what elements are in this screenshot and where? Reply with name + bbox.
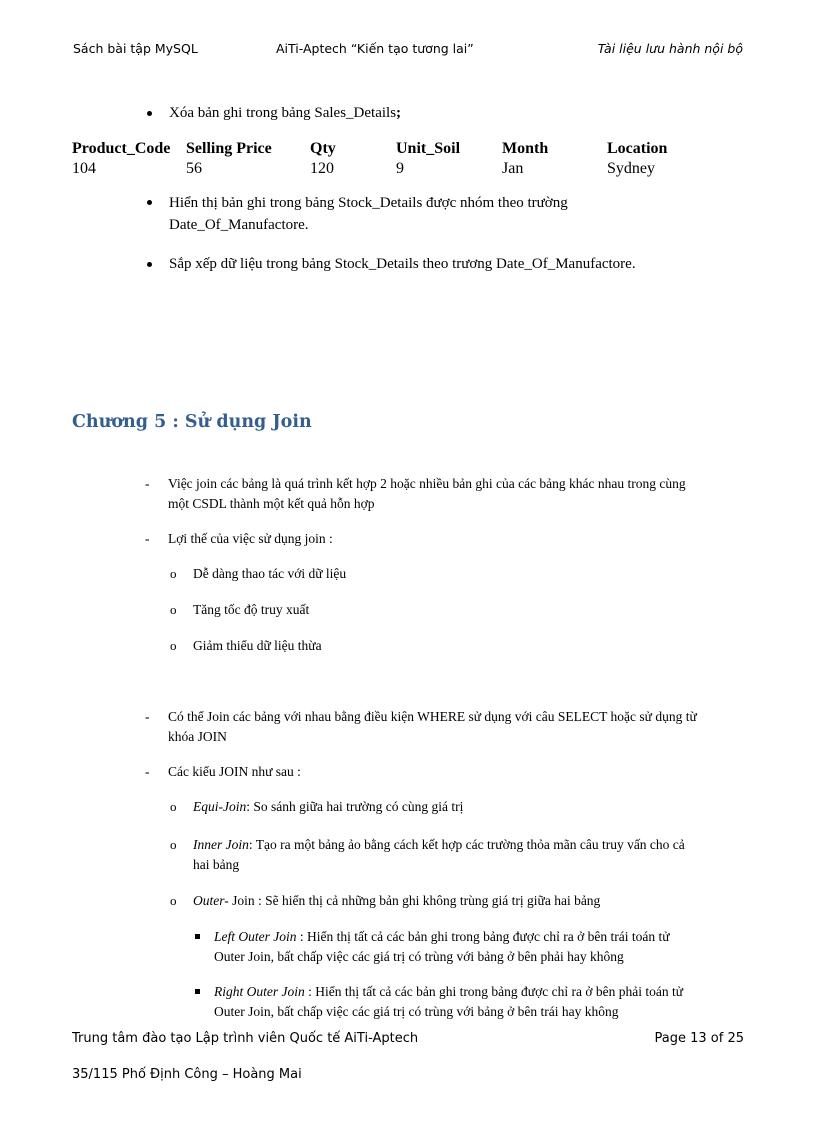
square-bullet [195, 989, 200, 994]
bullet-dot [147, 111, 152, 116]
advantage-item: Tăng tốc độ truy xuất [193, 602, 310, 617]
circle-marker: o [170, 837, 177, 852]
table-header-cell: Unit_Soil [396, 140, 461, 157]
join-type-inner: Inner Join: Tạo ra một bảng ảo bằng cách kết hợp các trường thỏa mãn câu truy vấn cho cả [193, 837, 685, 852]
table-header-cell: Month [502, 140, 549, 157]
table-header-cell: Location [607, 140, 668, 157]
bullet-sort-stock: Sắp xếp dữ liệu trong bảng Stock_Details theo trương Date_Of_Manufactore. [169, 256, 636, 272]
dash-marker: - [145, 476, 150, 491]
footer-page-number: Page 13 of 25 [654, 1031, 744, 1046]
para-join-where-cont: khóa JOIN [168, 729, 227, 744]
bullet-delete-sales: Xóa bản ghi trong bảng Sales_Details; [169, 105, 402, 121]
header-center: AiTi-Aptech “Kiến tạo tương lai” [276, 41, 474, 56]
circle-marker: o [170, 602, 177, 617]
join-type-left-outer-cont: Outer Join, bất chấp việc các giá trị có trùng với bảng ở bên phải hay không [214, 949, 624, 964]
bullet-group-stock-cont: Date_Of_Manufactore. [169, 217, 309, 233]
circle-marker: o [170, 893, 177, 908]
table-cell: 104 [72, 160, 96, 177]
header-left: Sách bài tập MySQL [73, 41, 198, 56]
table-header-cell: Qty [310, 140, 336, 157]
join-type-equi: Equi-Join: So sánh giữa hai trường có cùng giá trị [193, 799, 464, 814]
circle-marker: o [170, 799, 177, 814]
para-join-definition: Việc join các bảng là quá trình kết hợp 2 hoặc nhiều bản ghi của các bảng khác nhau trong cùng [168, 476, 686, 491]
table-cell: 9 [396, 160, 404, 177]
bullet-dot [147, 200, 152, 205]
join-type-right-outer-cont: Outer Join, bất chấp việc các giá trị có trùng với bảng ở bên trái hay không [214, 1004, 619, 1019]
advantage-item: Giảm thiểu dữ liệu thừa [193, 638, 322, 653]
para-join-types: Các kiểu JOIN như sau : [168, 764, 301, 779]
advantage-item: Dễ dàng thao tác với dữ liệu [193, 566, 347, 581]
dash-marker: - [145, 531, 150, 546]
chapter-title: Chương 5 : Sử dụng Join [72, 412, 312, 432]
dash-marker: - [145, 709, 150, 724]
header-right: Tài liệu lưu hành nội bộ [597, 41, 743, 56]
join-type-left-outer: Left Outer Join : Hiển thị tất cả các bản ghi trong bảng được chỉ ra ở bên trái toán tử [214, 929, 670, 944]
para-join-definition-cont: một CSDL thành một kết quả hỗn hợp [168, 496, 375, 511]
bullet-group-stock: Hiển thị bản ghi trong bảng Stock_Details được nhóm theo trường [169, 195, 568, 211]
table-header-cell: Selling Price [186, 140, 272, 157]
footer-org: Trung tâm đào tạo Lập trình viên Quốc tế AiTi-Aptech [72, 1031, 419, 1046]
square-bullet [195, 934, 200, 939]
dash-marker: - [145, 764, 150, 779]
join-type-outer: Outer- Join : Sẽ hiển thị cả những bản ghi không trùng giá trị giữa hai bảng [193, 893, 601, 908]
table-cell: 56 [186, 160, 202, 177]
table-header-cell: Product_Code [72, 140, 171, 157]
bullet-dot [147, 262, 152, 267]
table-cell: Jan [502, 160, 524, 177]
footer-address: 35/115 Phố Định Công – Hoàng Mai [72, 1067, 302, 1082]
join-type-inner-cont: hai bảng [193, 857, 240, 872]
para-join-advantages: Lợi thế của việc sử dụng join : [168, 531, 333, 546]
table-cell: Sydney [607, 160, 655, 177]
circle-marker: o [170, 566, 177, 581]
table-cell: 120 [310, 160, 334, 177]
para-join-where: Có thể Join các bảng với nhau bằng điều kiện WHERE sử dụng với câu SELECT hoặc sử dụng từ [168, 709, 697, 724]
circle-marker: o [170, 638, 177, 653]
join-type-right-outer: Right Outer Join : Hiển thị tất cả các bản ghi trong bảng được chỉ ra ở bên phải toán tử [214, 984, 684, 999]
